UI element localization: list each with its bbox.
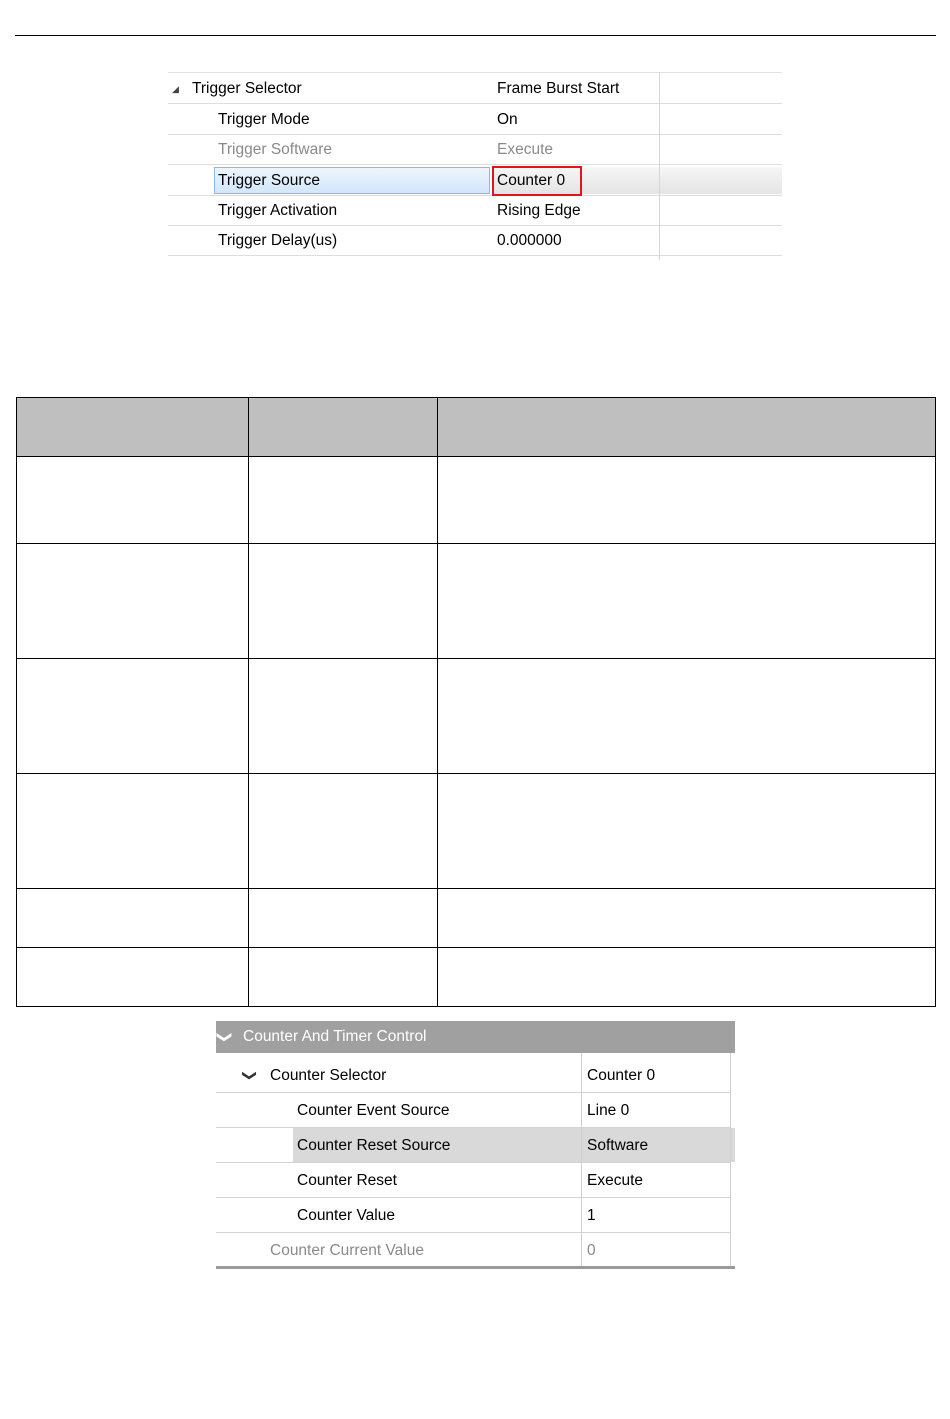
counter-timer-control-header[interactable]: [216, 1021, 735, 1053]
counter-event-source-label: Counter Event Source: [297, 1102, 450, 1119]
counter-current-value-label: Counter Current Value: [270, 1242, 424, 1259]
counter-current-value-row: [216, 1233, 731, 1268]
table-header-cell: [438, 398, 936, 457]
counter-value-row[interactable]: [216, 1198, 731, 1233]
table-cell: [438, 544, 936, 659]
table-header-cell: [249, 398, 438, 457]
counter-current-value-value: 0: [587, 1242, 596, 1259]
trigger-delay-label: Trigger Delay(us): [218, 232, 338, 249]
table-cell: [17, 457, 249, 544]
trigger-source-value[interactable]: Counter 0: [497, 172, 566, 189]
column-divider: [581, 1053, 582, 1269]
section-title: Counter And Timer Control: [243, 1028, 427, 1045]
trigger-selector-row[interactable]: [168, 74, 782, 104]
table-row: [17, 948, 936, 1007]
trigger-software-value: Execute: [497, 141, 554, 158]
counter-reset-source-row[interactable]: [216, 1128, 731, 1163]
table-cell: [17, 774, 249, 889]
counter-value-label: Counter Value: [297, 1207, 395, 1224]
table-cell: [438, 659, 936, 774]
counter-property-grid: [216, 1021, 735, 1269]
table-cell: [17, 544, 249, 659]
counter-reset-value[interactable]: Execute: [587, 1172, 644, 1189]
expand-triangle-icon[interactable]: ◢: [172, 84, 179, 94]
trigger-selector-value[interactable]: Frame Burst Start: [497, 80, 620, 97]
trigger-delay-value[interactable]: 0.000000: [497, 232, 562, 249]
counter-reset-source-value[interactable]: Software: [587, 1137, 649, 1154]
column-divider: [659, 72, 660, 260]
counter-reset-source-label: Counter Reset Source: [297, 1137, 451, 1154]
counter-value-value[interactable]: 1: [587, 1207, 596, 1224]
trigger-mode-label: Trigger Mode: [218, 111, 310, 128]
trigger-mode-value[interactable]: On: [497, 111, 518, 128]
trigger-activation-label: Trigger Activation: [218, 202, 338, 219]
trigger-software-label: Trigger Software: [218, 141, 332, 158]
table-cell: [438, 774, 936, 889]
page-header-rule: [15, 35, 936, 36]
chevron-down-icon[interactable]: ❯: [242, 1069, 259, 1082]
table-cell: [17, 659, 249, 774]
trigger-source-label: Trigger Source: [218, 172, 320, 189]
trigger-source-row[interactable]: [168, 166, 782, 196]
counter-event-source-row[interactable]: [216, 1093, 731, 1128]
counter-reset-row[interactable]: [216, 1163, 731, 1198]
trigger-activation-row[interactable]: [168, 196, 782, 226]
empty-parameter-table: [16, 397, 936, 1007]
trigger-selector-label: Trigger Selector: [192, 80, 302, 97]
table-cell: [249, 948, 438, 1007]
table-cell: [249, 659, 438, 774]
trigger-mode-row[interactable]: [168, 105, 782, 135]
trigger-software-row: [168, 135, 782, 165]
table-row: [17, 457, 936, 544]
table-cell: [438, 889, 936, 948]
trigger-delay-row[interactable]: [168, 226, 782, 256]
table-cell: [438, 948, 936, 1007]
table-cell: [249, 774, 438, 889]
chevron-down-icon[interactable]: ❯: [216, 1030, 233, 1044]
grid-bottom-border: [216, 1266, 735, 1269]
table-row: [17, 659, 936, 774]
counter-event-source-value[interactable]: Line 0: [587, 1102, 630, 1119]
table-cell: [17, 889, 249, 948]
trigger-activation-value[interactable]: Rising Edge: [497, 202, 581, 219]
counter-selector-value[interactable]: Counter 0: [587, 1067, 656, 1084]
right-border: [730, 1053, 731, 1269]
grid-top-border: [168, 72, 782, 73]
table-row: [17, 889, 936, 948]
counter-selector-label: Counter Selector: [270, 1067, 387, 1084]
table-header-cell: [17, 398, 249, 457]
table-header-row: [17, 398, 936, 457]
table-row: [17, 774, 936, 889]
table-cell: [438, 457, 936, 544]
table-cell: [249, 457, 438, 544]
table-cell: [249, 889, 438, 948]
counter-reset-label: Counter Reset: [297, 1172, 397, 1189]
counter-selector-row[interactable]: [216, 1058, 731, 1093]
table-cell: [17, 948, 249, 1007]
table-row: [17, 544, 936, 659]
table-cell: [249, 544, 438, 659]
